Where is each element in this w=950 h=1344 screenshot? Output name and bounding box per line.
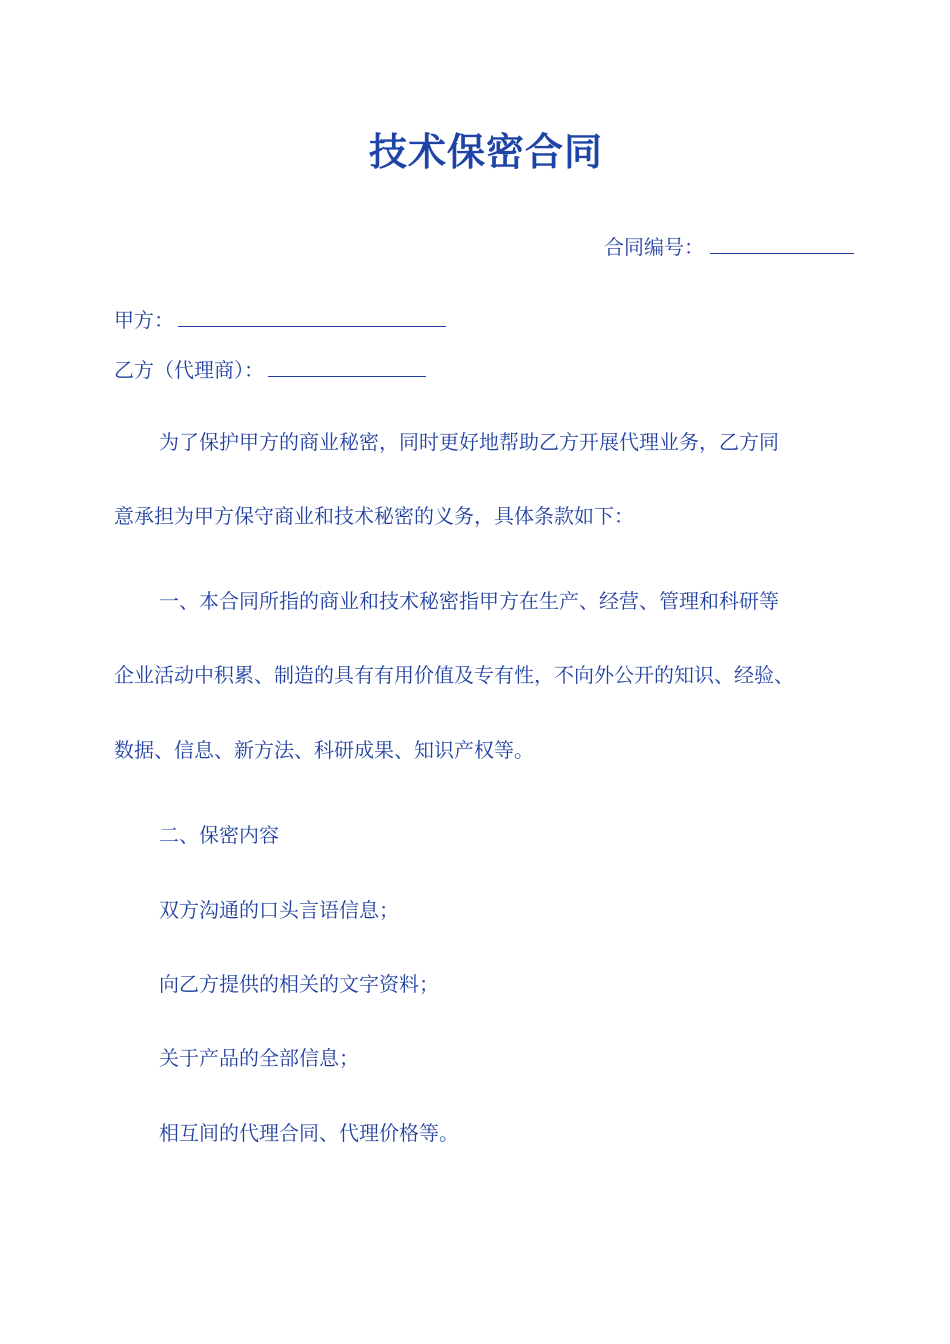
- party-a-line: [114, 306, 446, 334]
- party-b-line: [114, 356, 426, 384]
- content-item: 双方沟通的口头言语信息；: [159, 898, 399, 922]
- contract-number-label: 合同编号：: [604, 235, 704, 259]
- intro-paragraph-line-1: 为了保护甲方的商业秘密，同时更好地帮助乙方开展代理业务，乙方同: [159, 430, 779, 454]
- document-title: 技术保密合同: [368, 130, 603, 174]
- content-item: 向乙方提供的相关的文字资料；: [159, 972, 439, 996]
- clause-2-heading: 二、保密内容: [159, 823, 279, 847]
- content-item: 相互间的代理合同、代理价格等。: [159, 1121, 459, 1145]
- content-item: 关于产品的全部信息；: [159, 1046, 359, 1070]
- party-a-label: 甲方：: [114, 308, 174, 332]
- intro-paragraph-line-2: 意承担为甲方保守商业和技术秘密的义务，具体条款如下：: [114, 504, 634, 528]
- party-b-blank: [268, 358, 426, 377]
- contract-number-blank: [710, 235, 854, 254]
- clause-1-line-1: 一、本合同所指的商业和技术秘密指甲方在生产、经营、管理和科研等: [159, 589, 779, 613]
- party-a-blank: [178, 308, 446, 327]
- contract-number-line: [604, 233, 854, 261]
- party-b-label: 乙方（代理商）：: [114, 358, 264, 382]
- clause-1-line-2: 企业活动中积累、制造的具有有用价值及专有性，不向外公开的知识、经验、: [114, 663, 794, 687]
- clause-1-line-3: 数据、信息、新方法、科研成果、知识产权等。: [114, 738, 534, 762]
